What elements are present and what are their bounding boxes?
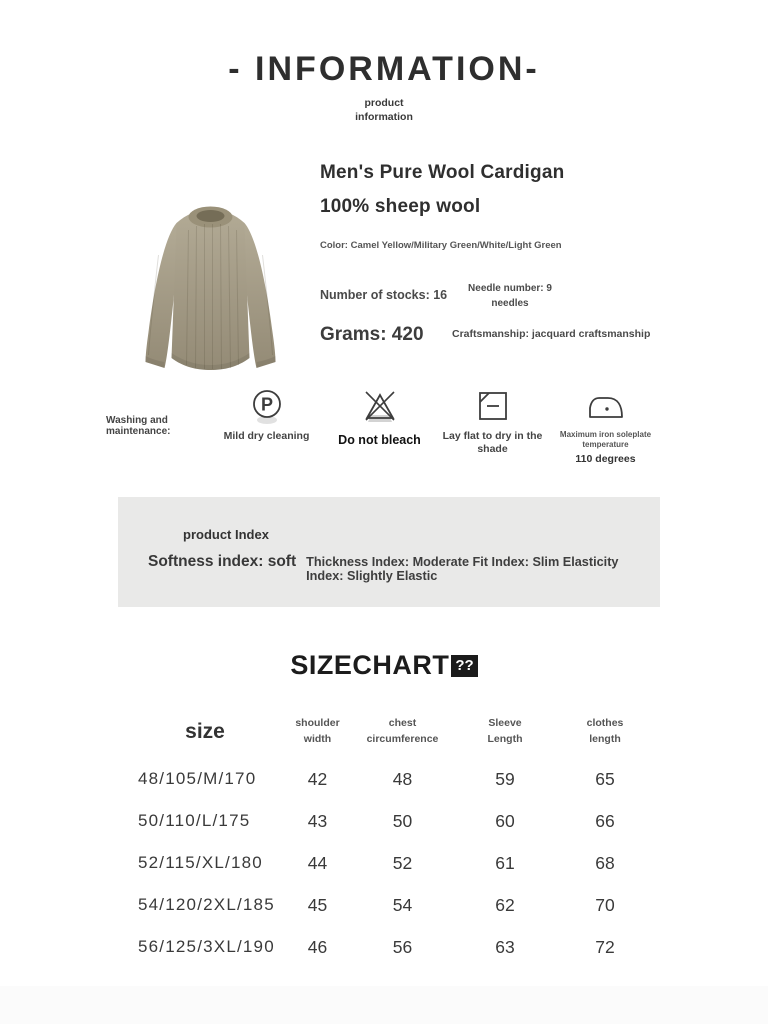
- cell-shoulder: 44: [307, 852, 328, 873]
- product-craftsmanship: Craftsmanship: jacquard craftsmanship: [452, 328, 651, 340]
- product-index-panel: [118, 497, 660, 607]
- size-chart-table: [130, 706, 650, 968]
- column-header-chest: chest circumference: [366, 717, 439, 745]
- column-header-size: size: [185, 720, 225, 743]
- table-row: [130, 842, 650, 884]
- care-caption: Lay flat to dry in the shade: [442, 430, 543, 456]
- svg-text:P: P: [260, 394, 273, 415]
- care-item-iron: [549, 385, 662, 465]
- table-header-row: [130, 706, 650, 758]
- cell-sleeve: 60: [495, 810, 515, 831]
- cell-size: 56/125/3XL/190: [138, 937, 275, 956]
- cell-chest: 54: [392, 894, 413, 915]
- needle-line1: Needle number: 9: [468, 283, 552, 294]
- cell-sleeve: 62: [495, 894, 515, 915]
- cell-shoulder: 43: [307, 810, 328, 831]
- care-caption-temp: 110 degrees: [575, 453, 636, 465]
- cell-sleeve: 59: [495, 768, 515, 789]
- iron-low-temp-icon: [549, 385, 662, 427]
- care-label: Washing and maintenance:: [106, 415, 171, 437]
- care-caption: Mild dry cleaning: [223, 430, 310, 442]
- product-stock-count: Number of stocks: 16: [320, 288, 448, 302]
- other-indexes: Thickness Index: Moderate Fit Index: Slim Elasticity Index: Slightly Elastic: [306, 555, 619, 583]
- cell-chest: 50: [392, 810, 413, 831]
- page-subtitle-line1: product: [364, 97, 404, 109]
- page-subtitle-line2: information: [355, 111, 413, 124]
- cell-shoulder: 46: [307, 936, 328, 957]
- missing-glyph-box: ??: [451, 655, 477, 677]
- dry-clean-p-icon: [210, 385, 323, 427]
- cell-length: 65: [595, 768, 615, 789]
- product-name: Men's Pure Wool Cardigan: [320, 162, 565, 183]
- footer-band: [0, 986, 768, 1024]
- page-subtitle: [0, 96, 768, 124]
- product-grams: Grams: 420: [320, 324, 424, 345]
- softness-index: Softness index: soft: [148, 553, 297, 570]
- cell-size: 48/105/M/170: [138, 769, 257, 788]
- care-item-dry-flat: [436, 385, 549, 456]
- size-chart-title-text: SIZECHART: [290, 650, 450, 680]
- product-index-title: product Index: [183, 527, 269, 542]
- table-row: [130, 758, 650, 800]
- care-caption: Do not bleach: [338, 433, 421, 447]
- cell-size: 52/115/XL/180: [138, 853, 263, 872]
- dry-flat-shade-icon: [436, 385, 549, 427]
- product-needle-number: [450, 281, 570, 311]
- cell-chest: 52: [392, 852, 413, 873]
- column-header-length: clothes length: [586, 717, 624, 745]
- product-index-values: [148, 553, 653, 583]
- table-row: [130, 926, 650, 968]
- cell-size: 54/120/2XL/185: [138, 895, 275, 914]
- cell-length: 70: [595, 894, 615, 915]
- cell-shoulder: 45: [307, 894, 328, 915]
- column-header-shoulder: shoulder width: [295, 717, 340, 745]
- cell-length: 66: [595, 810, 615, 831]
- care-item-do-not-bleach: [323, 385, 436, 449]
- table-row: [130, 800, 650, 842]
- page-title: - INFORMATION-: [228, 50, 540, 88]
- product-image: [118, 160, 303, 380]
- care-caption: Maximum iron soleplate temperature: [559, 430, 652, 449]
- cell-length: 72: [595, 936, 615, 957]
- do-not-bleach-icon: [323, 385, 436, 427]
- cell-shoulder: 42: [307, 768, 328, 789]
- size-chart-title: [0, 650, 768, 681]
- care-instructions-row: [106, 385, 662, 465]
- cell-sleeve: 61: [495, 852, 515, 873]
- product-material: 100% sheep wool: [320, 196, 481, 217]
- cell-chest: 48: [392, 768, 413, 789]
- sweater-illustration: [118, 160, 303, 380]
- cell-chest: 56: [392, 936, 413, 957]
- cell-size: 50/110/L/175: [138, 811, 251, 830]
- needle-line2: needles: [491, 298, 529, 309]
- care-item-dry-clean: [210, 385, 323, 443]
- table-row: [130, 884, 650, 926]
- cell-length: 68: [595, 852, 615, 873]
- product-color-options: Color: Camel Yellow/Military Green/White/Light Green: [320, 240, 562, 251]
- cell-sleeve: 63: [495, 936, 515, 957]
- column-header-sleeve: Sleeve Length: [487, 717, 523, 745]
